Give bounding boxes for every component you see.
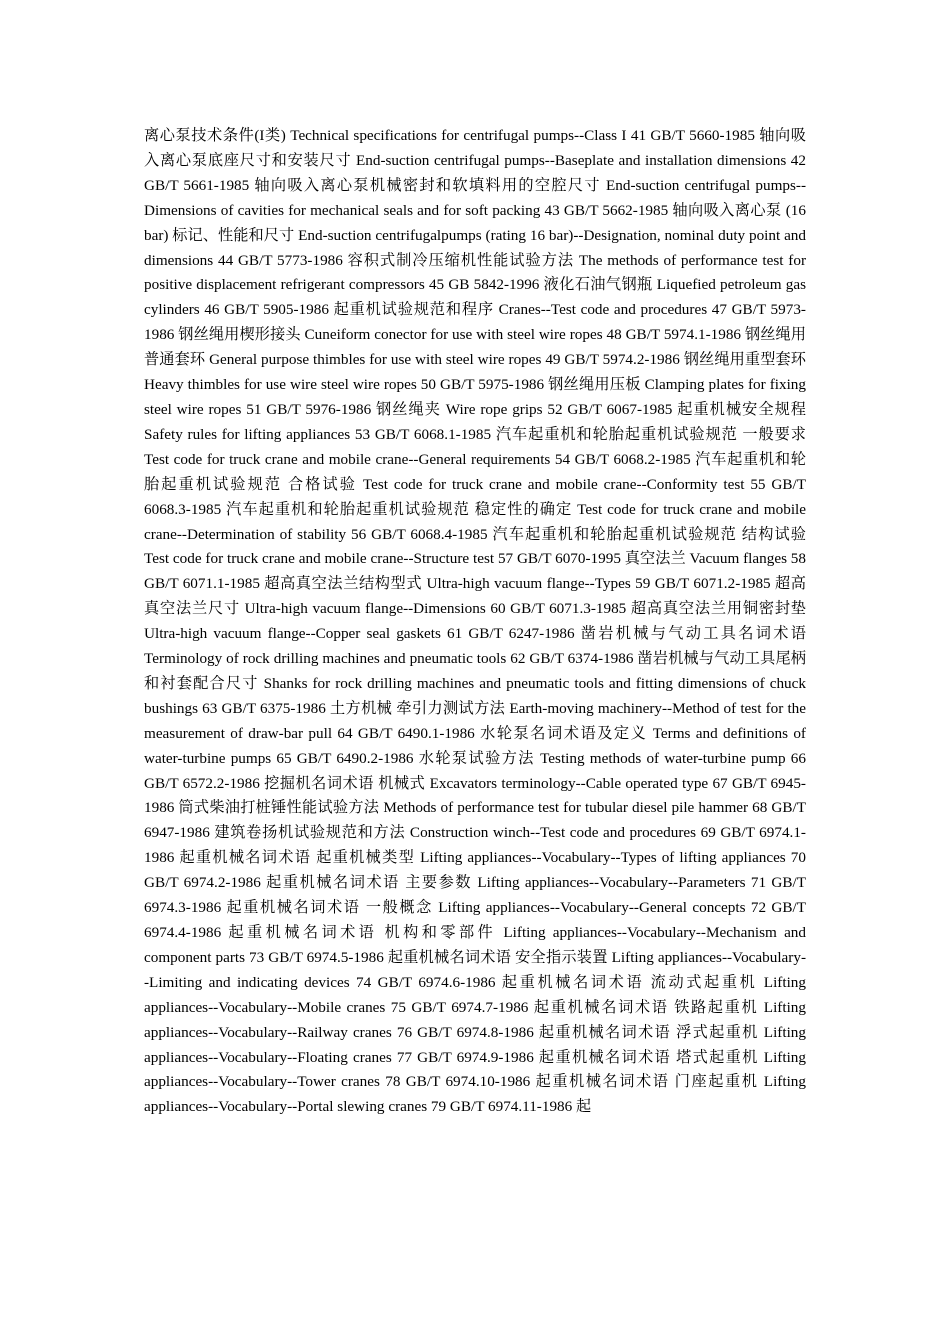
body-paragraph: 离心泵技术条件(I类) Technical specifications for centrifugal pumps--Class I 41 GB/T 5660-1985 轴向吸入离心泵底座尺寸和安装尺寸 End-suction centrifugal pumps--Baseplate and installation dimensions 42 GB/T 5661-1985 轴向吸入离心泵机械密封和软填料用的空腔尺寸 End-suction centrifugal pumps--Dimensions of cavities for mechanical seals and for soft packing 43 GB/T 5662-1985 轴向吸入离心泵 (16 bar) 标记、性能和尺寸 End-suction centrifugalpumps (rating 16 bar)--Designation, nominal duty point and dimensions 44 GB/T 5773-1986 容积式制冷压缩机性能试验方法 The methods of performance test for positive displacement refrigerant compressors 45 GB 5842-1996 液化石油气钢瓶 Liquefied petroleum gas cylinders 46 GB/T 5905-1986 起重机试验规范和程序 Cranes--Test code and procedures 47 GB/T 5973-1986 钢丝绳用楔形接头 Cuneiform conector for use with steel wire ropes 48 GB/T 5974.1-1986 钢丝绳用普通套环 General purpose thimbles for use with steel wire ropes 49 GB/T 5974.2-1986 钢丝绳用重型套环 Heavy thimbles for use wire steel wire ropes 50 GB/T 5975-1986 钢丝绳用压板 Clamping plates for fixing steel wire ropes 51 GB/T 5976-1986 钢丝绳夹 Wire rope grips 52 GB/T 6067-1985 起重机械安全规程 Safety rules for lifting appliances 53 GB/T 6068.1-1985 汽车起重机和轮胎起重机试验规范 一般要求 Test code for truck crane and mobile crane--General requirements 54 GB/T 6068.2-1985 汽车起重机和轮胎起重机试验规范 合格试验 Test code for truck crane and mobile crane--Conformity test 55 GB/T 6068.3-1985 汽车起重机和轮胎起重机试验规范 稳定性的确定 Test code for truck crane and mobile crane--Determination of stability 56 GB/T 6068.4-1985 汽车起重机和轮胎起重机试验规范 结构试验 Test code for truck crane and mobile crane--Structure test 57 GB/T 6070-1995 真空法兰 Vacuum flanges 58 GB/T 6071.1-1985 超高真空法兰结构型式 Ultra-high vacuum flange--Types 59 GB/T 6071.2-1985 超高真空法兰尺寸 Ultra-high vacuum flange--Dimensions 60 GB/T 6071.3-1985 超高真空法兰用铜密封垫 Ultra-high vacuum flange--Copper seal gaskets 61 GB/T 6247-1986 凿岩机械与气动工具名词术语 Terminology of rock drilling machines and pneumatic tools 62 GB/T 6374-1986 凿岩机械与气动工具尾柄和衬套配合尺寸 Shanks for rock drilling machines and pneumatic tools and fitting dimensions of chuck bushings 63 GB/T 6375-1986 土方机械 牵引力测试方法 Earth-moving machinery--Method of test for the measurement of draw-bar pull 64 GB/T 6490.1-1986 水轮泵名词术语及定义 Terms and definitions of water-turbine pumps 65 GB/T 6490.2-1986 水轮泵试验方法 Testing methods of water-turbine pump 66 GB/T 6572.2-1986 挖掘机名词术语 机械式 Excavators terminology--Cable operated type 67 GB/T 6945-1986 筒式柴油打桩锤性能试验方法 Methods of performance test for tubular diesel pile hammer 68 GB/T 6947-1986 建筑卷扬机试验规范和方法 Construction winch--Test code and procedures 69 GB/T 6974.1-1986 起重机械名词术语 起重机械类型 Lifting appliances--Vocabulary--Types of lifting appliances 70 GB/T 6974.2-1986 起重机械名词术语 主要参数 Lifting appliances--Vocabulary--Parameters 71 GB/T 6974.3-1986 起重机械名词术语 一般概念 Lifting appliances--Vocabulary--General concepts 72 GB/T 6974.4-1986 起重机械名词术语 机构和零部件 Lifting appliances--Vocabulary--Mechanism and component parts 73 GB/T 6974.5-1986 起重机械名词术语 安全指示装置 Lifting appliances--Vocabulary--Limiting and indicating devices 74 GB/T 6974.6-1986 起重机械名词术语 流动式起重机 Lifting appliances--Vocabulary--Mobile cranes 75 GB/T 6974.7-1986 起重机械名词术语 铁路起重机 Lifting appliances--Vocabulary--Railway cranes 76 GB/T 6974.8-1986 起重机械名词术语 浮式起重机 Lifting appliances--Vocabulary--Floating cranes 77 GB/T 6974.9-1986 起重机械名词术语 塔式起重机 Lifting appliances--Vocabulary--Tower cranes 78 GB/T 6974.10-1986 起重机械名词术语 门座起重机 Lifting appliances--Vocabulary--Portal slewing cranes 79 GB/T 6974.11-1986 起 — [144, 127, 806, 1116]
